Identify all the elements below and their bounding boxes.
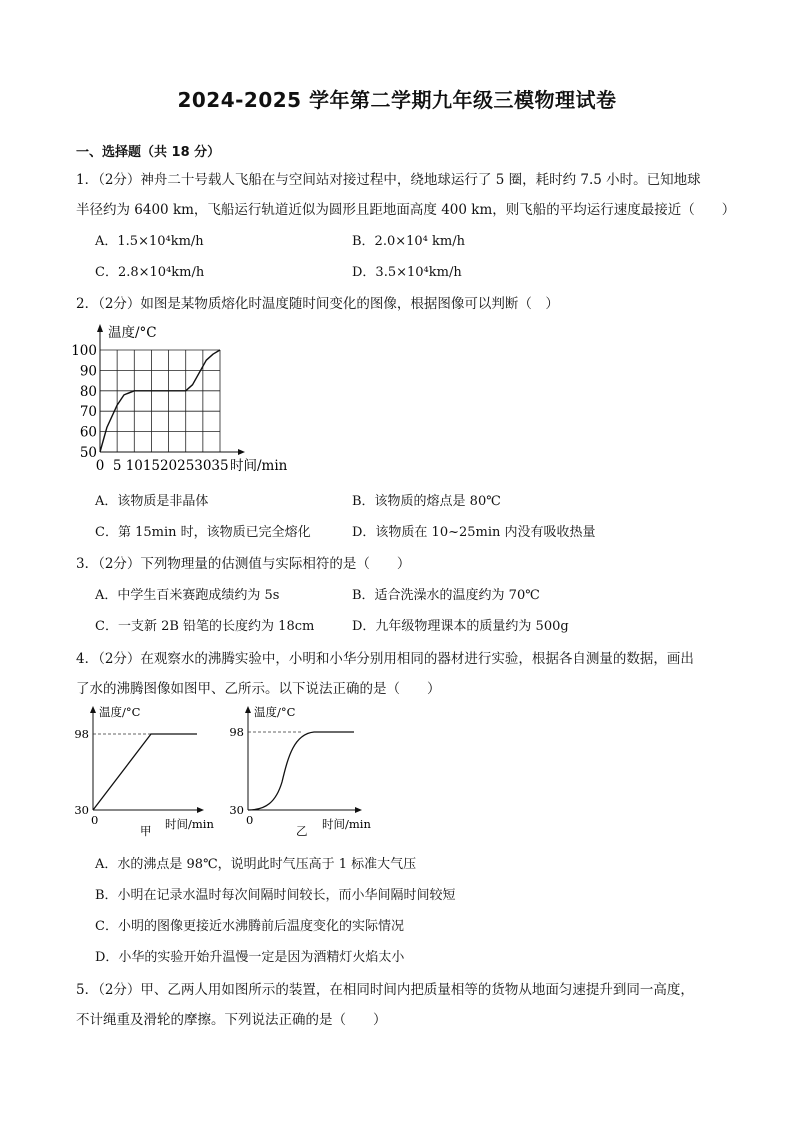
q3-option-b: B．适合洗澡水的温度约为 70℃	[352, 588, 540, 603]
yi-origin: 0	[246, 813, 254, 827]
yi-y-arrow	[245, 706, 251, 713]
jia-tick-98: 98	[74, 727, 89, 741]
q1-option-c: C．2.8×10⁴km/h	[95, 265, 205, 280]
boiling-chart-yi	[228, 702, 388, 837]
melting-y-arrow	[97, 324, 103, 332]
jia-y-arrow	[90, 706, 96, 713]
melting-xtick-10: 10	[125, 458, 143, 472]
melting-xtick-20: 20	[159, 458, 178, 472]
melting-ytick-60: 60	[79, 424, 97, 441]
yi-tick-98: 98	[229, 725, 244, 739]
q4-line2: 了水的沸腾图像如图甲、乙所示。以下说法正确的是（ ）	[76, 681, 441, 697]
q2-option-b: B．该物质的熔点是 80℃	[352, 494, 501, 509]
q4-option-d: D．小华的实验开始升温慢一定是因为酒精灯火焰太小	[95, 950, 405, 965]
q4-option-b: B．小明在记录水温时每次间隔时间较长，而小华间隔时间较短	[95, 888, 456, 903]
melting-ytick-90: 90	[79, 363, 97, 380]
melting-ytick-80: 80	[79, 383, 97, 400]
q3-option-c: C．一支新 2B 铅笔的长度约为 18cm	[95, 619, 315, 634]
melting-ytick-50: 50	[79, 445, 97, 461]
q5-line1: 5．（2分）甲、乙两人用如图所示的装置，在相同时间内把质量相等的货物从地面匀速提升到同一高度，	[76, 982, 694, 998]
q3-line1: 3．（2分）下列物理量的估测值与实际相符的是（ ）	[76, 556, 411, 572]
jia-origin: 0	[91, 813, 99, 827]
jia-y-title: 温度/°C	[99, 705, 141, 719]
melting-xtick-35: 35	[211, 458, 229, 472]
jia-tick-30: 30	[74, 803, 89, 817]
melting-xtick-30: 30	[194, 458, 212, 472]
boiling-chart-jia	[73, 702, 233, 837]
yi-x-arrow	[355, 807, 362, 813]
q2-option-a: A．该物质是非晶体	[95, 494, 209, 509]
yi-tick-30: 30	[229, 803, 244, 817]
melting-chart	[70, 322, 310, 472]
melting-x-arrow	[238, 449, 245, 455]
q2-option-d: D．该物质在 10~25min 内没有吸收热量	[352, 525, 596, 540]
melting-xtick-15: 15	[142, 458, 161, 472]
q1-option-d: D．3.5×10⁴km/h	[352, 265, 462, 280]
melting-x-title: 时间/min	[230, 458, 288, 472]
q2-option-c: C．第 15min 时，该物质已完全熔化	[95, 525, 311, 540]
jia-x-title: 时间/min	[165, 817, 214, 831]
page-title: 2024-2025 学年第二学期九年级三模物理试卷	[177, 88, 617, 112]
melting-ytick-70: 70	[79, 404, 97, 421]
section-heading: 一、选择题（共 18 分）	[76, 145, 221, 160]
q1-line1: 1．（2分）神舟二十号载人飞船在与空间站对接过程中，绕地球运行了 5 圈，耗时约 7.5 小时。已知地球	[76, 172, 701, 188]
q2-line1: 2．（2分）如图是某物质熔化时温度随时间变化的图像，根据图像可以判断（ ）	[76, 296, 559, 312]
q1-option-a: A．1.5×10⁴km/h	[95, 234, 204, 249]
jia-caption: 甲	[140, 824, 152, 837]
q3-option-d: D．九年级物理课本的质量约为 500g	[352, 619, 569, 634]
melting-xtick-25: 25	[177, 458, 195, 472]
melting-y-title: 温度/°C	[108, 325, 157, 341]
q4-option-a: A．水的沸点是 98℃，说明此时气压高于 1 标准大气压	[95, 857, 417, 872]
q4-line1: 4．（2分）在观察水的沸腾实验中，小明和小华分别用相同的器材进行实验，根据各自测量的数据，画出	[76, 651, 694, 667]
q1-option-b: B．2.0×10⁴ km/h	[352, 234, 465, 249]
melting-ytick-100: 100	[71, 343, 97, 359]
yi-x-title: 时间/min	[322, 817, 371, 831]
melting-chart-axes	[97, 324, 245, 455]
q5-line2: 不计绳重及滑轮的摩擦。下列说法正确的是（ ）	[76, 1012, 387, 1028]
jia-curve	[93, 734, 197, 810]
yi-curve	[248, 732, 354, 810]
yi-caption: 乙	[296, 824, 308, 837]
yi-y-title: 温度/°C	[254, 705, 296, 719]
melting-xtick-0: 0	[95, 458, 105, 472]
q1-line2: 半径约为 6400 km，飞船运行轨道近似为圆形且距地面高度 400 km，则飞船的平均运行速度最接近（ ）	[76, 202, 736, 218]
jia-x-arrow	[197, 807, 204, 813]
melting-series-0	[100, 391, 186, 452]
melting-xtick-5: 5	[112, 458, 122, 472]
q3-option-a: A．中学生百米赛跑成绩约为 5s	[95, 588, 280, 603]
q4-option-c: C．小明的图像更接近水沸腾前后温度变化的实际情况	[95, 919, 404, 934]
melting-chart-grid	[100, 350, 220, 452]
